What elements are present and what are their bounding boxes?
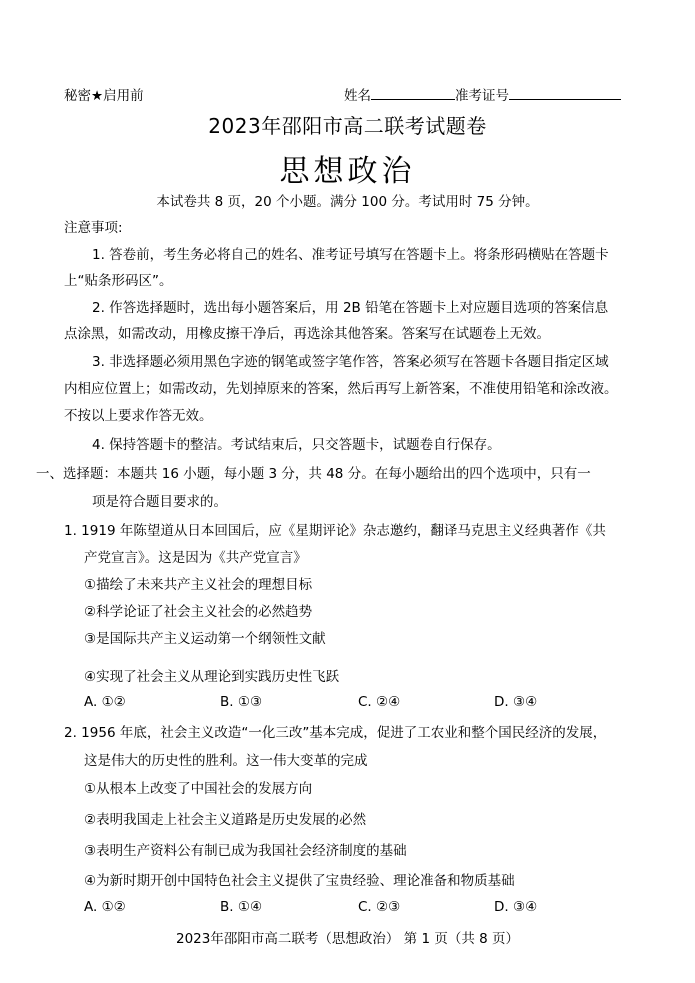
secret-label: 秘密★启用前 [64,88,144,104]
q1-item-2: ②科学论证了社会主义社会的必然趋势 [84,604,313,620]
name-blank [371,87,455,100]
note-1-cont: 上“贴条形码区”。 [64,273,173,289]
q2-stem-cont: 这是伟大的历史性的胜利。这一伟大变革的完成 [84,753,368,769]
note-2-cont: 点涂黑，如需改动，用橡皮擦干净后，再选涂其他答案。答案写在试题卷上无效。 [64,326,550,342]
exam-title: 2023年邵阳市高二联考试题卷 [208,114,487,138]
q2-option-d[interactable]: D. ③④ [494,899,538,915]
q1-option-b[interactable]: B. ①③ [220,694,263,710]
notes-heading: 注意事项: [64,220,123,236]
q2-item-2: ②表明我国走上社会主义道路是历史发展的必然 [84,812,367,828]
exam-no-blank [509,87,621,100]
note-4: 4. 保持答题卡的整洁。考试结束后，只交答题卡，试题卷自行保存。 [92,437,501,453]
note-1: 1. 答卷前，考生务必将自己的姓名、准考证号填写在答题卡上。将条形码横贴在答题卡 [92,247,609,263]
q2-option-a[interactable]: A. ①② [84,899,126,915]
page-footer: 2023年邵阳市高二联考（思想政治） 第 1 页（共 8 页） [176,931,519,947]
q2-item-3: ③表明生产资料公有制已成为我国社会经济制度的基础 [84,843,407,859]
q1-item-3: ③是国际共产主义运动第一个纲领性文献 [84,631,326,647]
subject-title: 思想政治 [279,154,416,189]
note-3: 3. 非选择题必须用黑色字迹的钢笔或签字笔作答，答案必须写在答题卡各题目指定区域 [92,354,609,370]
section1-heading-cont: 项是符合题目要求的。 [92,494,227,510]
q1-item-1: ①描绘了未来共产主义社会的理想目标 [84,577,313,593]
q1-option-d[interactable]: D. ③④ [494,694,538,710]
section1-heading: 一、选择题：本题共 16 小题，每小题 3 分，共 48 分。在每小题给出的四个选项中，只有一 [36,466,591,482]
exam-no-label: 准考证号 [455,88,509,104]
q1-stem: 1. 1919 年陈望道从日本回国后，应《星期评论》杂志邀约，翻译马克思主义经典著作《共 [64,523,606,539]
q2-option-c[interactable]: C. ②③ [358,899,401,915]
intro-text: 本试卷共 8 页，20 个小题。满分 100 分。考试用时 75 分钟。 [156,194,539,210]
note-2: 2. 作答选择题时，选出每小题答案后，用 2B 铅笔在答题卡上对应题目选项的答案信息 [92,300,609,316]
q2-item-4: ④为新时期开创中国特色社会主义提供了宝贵经验、理论准备和物质基础 [84,873,515,889]
q2-item-1: ①从根本上改变了中国社会的发展方向 [84,781,313,797]
note-3-cont: 内相应位置上；如需改动，先划掉原来的答案，然后再写上新答案，不准使用铅笔和涂改液。 [64,381,618,397]
q1-item-4: ④实现了社会主义从理论到实践历史性飞跃 [84,669,340,685]
q2-stem: 2. 1956 年底，社会主义改造“一化三改”基本完成，促进了工农业和整个国民经济的发展， [64,725,607,741]
q1-stem-cont: 产党宣言》。这是因为《共产党宣言》 [84,550,307,566]
q1-option-c[interactable]: C. ②④ [358,694,401,710]
name-field [344,84,621,104]
name-label: 姓名 [344,88,371,104]
note-3-cont2: 不按以上要求作答无效。 [64,408,213,424]
q1-option-a[interactable]: A. ①② [84,694,126,710]
q2-option-b[interactable]: B. ①④ [220,899,263,915]
